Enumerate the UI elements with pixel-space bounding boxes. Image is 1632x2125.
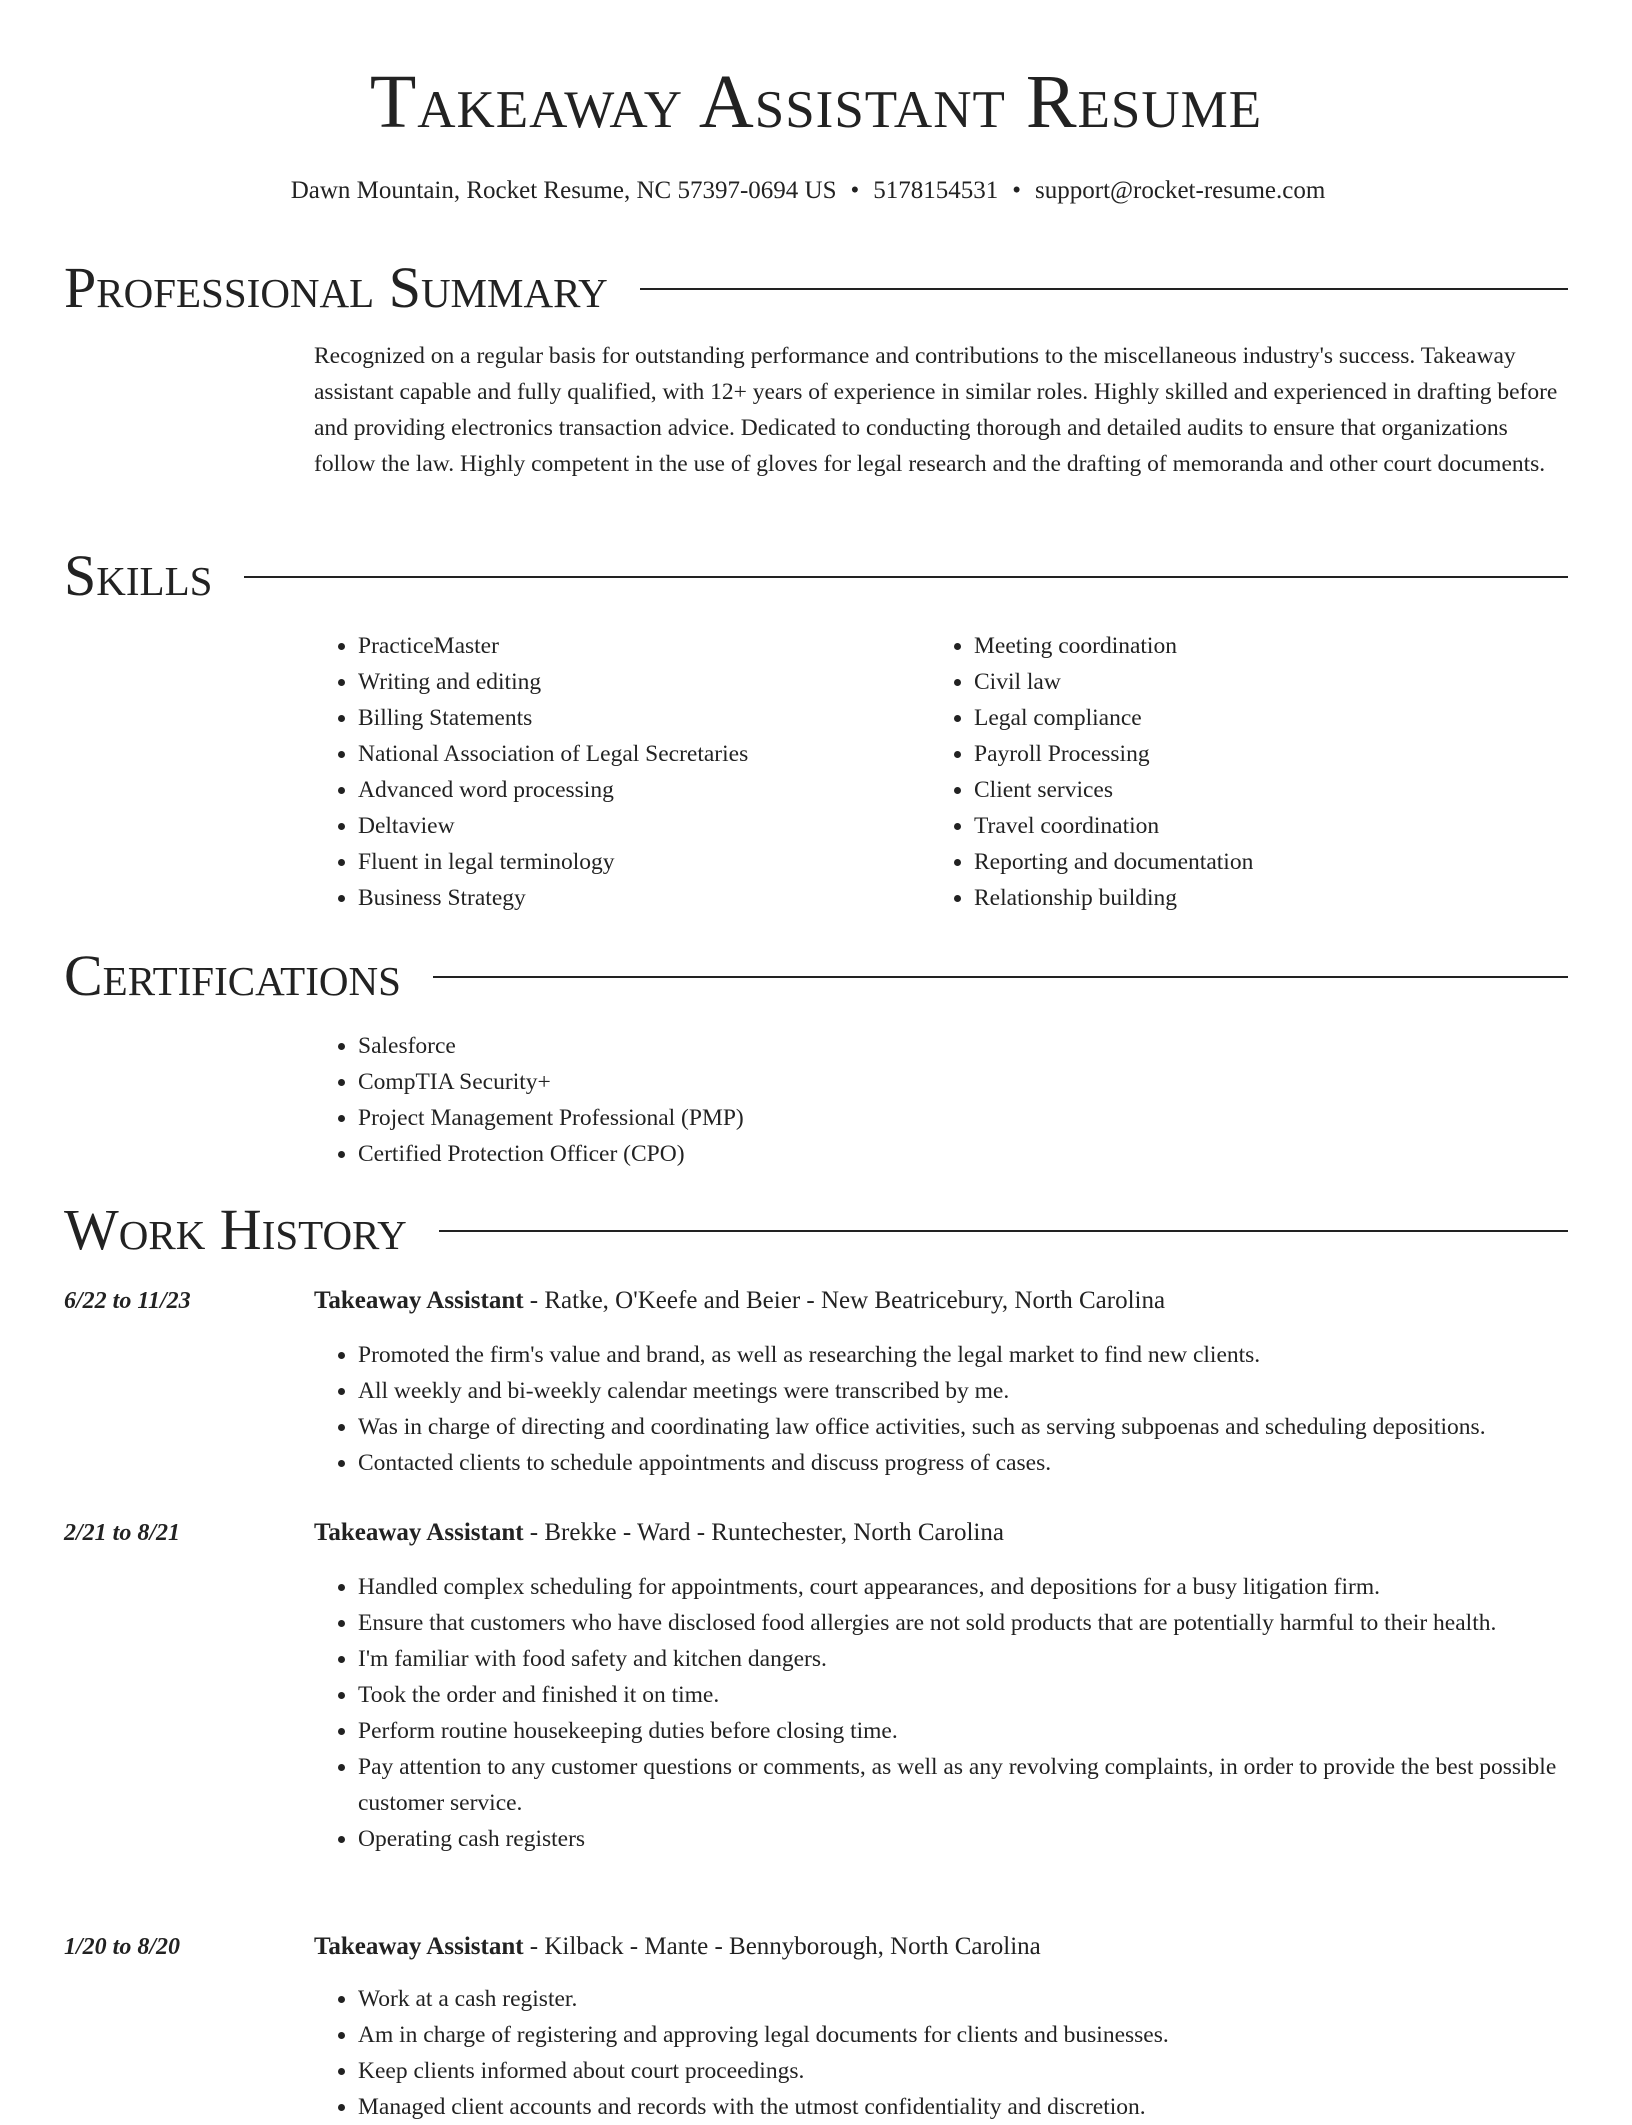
job-bullets xyxy=(314,1337,1624,1481)
contact-phone: 5178154531 xyxy=(873,177,999,204)
section-divider xyxy=(244,576,1568,578)
job-title: Takeaway Assistant xyxy=(314,1287,524,1314)
certification-item: • Certified Protection Officer (CPO) xyxy=(358,1136,1558,1172)
contact-separator: • xyxy=(1012,177,1022,204)
skill-item: • Legal compliance xyxy=(974,700,1594,736)
job-bullet-item: • I'm familiar with food safety and kitchen dangers. xyxy=(358,1641,1624,1677)
skill-item: • Fluent in legal terminology xyxy=(358,844,918,880)
skill-item: • National Association of Legal Secretaries xyxy=(358,736,918,772)
contact-separator: • xyxy=(850,177,860,204)
skill-item: • Advanced word processing xyxy=(358,772,918,808)
skill-item: • Travel coordination xyxy=(974,808,1594,844)
job-employer-location: - Ratke, O'Keefe and Beier - New Beatricebury, North Carolina xyxy=(523,1287,1166,1314)
certification-item: • Salesforce xyxy=(358,1028,1558,1064)
skill-item: • Payroll Processing xyxy=(974,736,1594,772)
job-bullet-item: • Am in charge of registering and approving legal documents for clients and businesses. xyxy=(358,2017,1624,2053)
job-bullet-item: • Managed client accounts and records with the utmost confidentiality and discretion. xyxy=(358,2089,1624,2125)
section-divider xyxy=(433,976,1568,978)
summary-text: Recognized on a regular basis for outstanding performance and contributions to the miscellaneous industry's success. Takeaway assistant capable and fully qualified, with 12+ years of experience in similar roles. Highly skilled and experienced in drafting before and providing electronics transaction advice. Dedicated to conducting thorough and detailed audits to ensure that organizations follow the law. Highly competent in the use of gloves for legal research and the drafting of memoranda and other court documents. xyxy=(314,343,1558,477)
job-bullet-item: • Perform routine housekeeping duties before closing time. xyxy=(358,1713,1624,1749)
job-employer-location: - Brekke - Ward - Runtechester, North Carolina xyxy=(523,1519,1004,1546)
section-divider xyxy=(439,1230,1568,1232)
job-title: Takeaway Assistant xyxy=(314,1933,524,1960)
skill-item: • Relationship building xyxy=(974,880,1594,916)
certification-item: • CompTIA Security+ xyxy=(358,1064,1558,1100)
section-professional-summary xyxy=(64,252,1568,324)
section-title-skills: Skills xyxy=(64,543,213,608)
job-dates: 2/21 to 8/21 xyxy=(64,1520,181,1546)
job-bullet-item: • Contacted clients to schedule appointments and discuss progress of cases. xyxy=(358,1445,1624,1481)
section-title-certifications: Certifications xyxy=(64,943,401,1008)
skill-item: • Reporting and documentation xyxy=(974,844,1594,880)
skill-item: • Deltaview xyxy=(358,808,918,844)
skill-item: • Billing Statements xyxy=(358,700,918,736)
job-bullet-item: • Operating cash registers xyxy=(358,1821,1624,1857)
job-bullet-item: • Keep clients informed about court proceedings. xyxy=(358,2053,1624,2089)
job-heading xyxy=(314,1929,1564,1965)
resume-title: Takeaway Assistant Resume xyxy=(369,60,1263,144)
certification-item: • Project Management Professional (PMP) xyxy=(358,1100,1558,1136)
contact-address: Dawn Mountain, Rocket Resume, NC 57397-0694 US xyxy=(290,177,837,204)
job-bullet-item: • Work at a cash register. xyxy=(358,1981,1624,2017)
job-heading xyxy=(314,1515,1564,1551)
skill-item: • Writing and editing xyxy=(358,664,918,700)
section-title-work-history: Work History xyxy=(64,1197,407,1262)
job-heading xyxy=(314,1283,1564,1319)
job-bullet-item: • Promoted the firm's value and brand, as well as researching the legal market to find new clients. xyxy=(358,1337,1624,1373)
skills-list-left xyxy=(314,628,918,916)
job-bullet-item: • Was in charge of directing and coordinating law office activities, such as serving subpoenas and scheduling depositions. xyxy=(358,1409,1624,1445)
job-title: Takeaway Assistant xyxy=(314,1519,524,1546)
certifications-list xyxy=(314,1028,1558,1172)
contact-email: support@rocket-resume.com xyxy=(1035,177,1326,204)
section-work-history xyxy=(64,1194,1568,1266)
job-bullet-item: • Handled complex scheduling for appointments, court appearances, and depositions for a busy litigation firm. xyxy=(358,1569,1624,1605)
job-bullet-item: • Took the order and finished it on time. xyxy=(358,1677,1624,1713)
skills-list-right xyxy=(930,628,1594,916)
job-bullet-item: • All weekly and bi-weekly calendar meetings were transcribed by me. xyxy=(358,1373,1624,1409)
job-dates: 1/20 to 8/20 xyxy=(64,1934,181,1960)
job-bullet-item: • Ensure that customers who have disclosed food allergies are not sold products that are potentially harmful to their health. xyxy=(358,1605,1624,1641)
section-title-summary: Professional Summary xyxy=(64,255,608,320)
job-bullets xyxy=(314,1981,1624,2125)
skill-item: • Client services xyxy=(974,772,1594,808)
contact-line xyxy=(0,174,1616,208)
section-skills xyxy=(64,540,1568,612)
job-dates: 6/22 to 11/23 xyxy=(64,1288,191,1314)
job-employer-location: - Kilback - Mante - Bennyborough, North Carolina xyxy=(523,1933,1041,1960)
section-certifications xyxy=(64,940,1568,1012)
section-divider xyxy=(640,288,1568,290)
skill-item: • PracticeMaster xyxy=(358,628,918,664)
job-bullets xyxy=(314,1569,1624,1857)
skill-item: • Meeting coordination xyxy=(974,628,1594,664)
skill-item: • Civil law xyxy=(974,664,1594,700)
job-bullet-item: • Pay attention to any customer questions or comments, as well as any revolving complaints, in order to provide the best possible customer service. xyxy=(358,1749,1624,1821)
skill-item: • Business Strategy xyxy=(358,880,918,916)
